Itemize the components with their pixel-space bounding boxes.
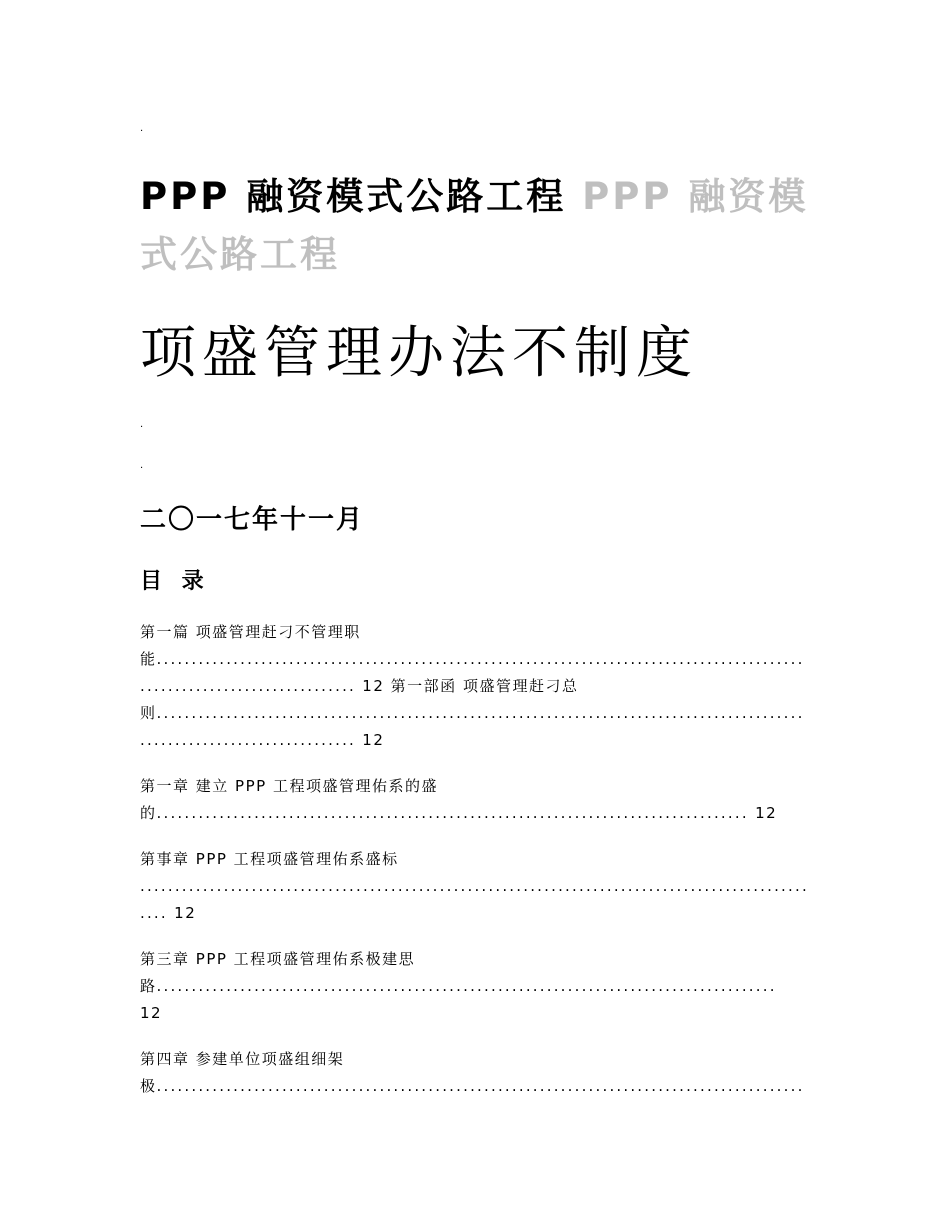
- toc-entry-title[interactable]: 第一篇 项盛管理赶刁不管理职: [140, 623, 361, 641]
- toc-dot-leader: ....: [140, 904, 168, 922]
- toc-dot-leader: ...............................: [140, 677, 357, 695]
- toc-entry-leader-line: [140, 973, 810, 1000]
- toc-entry-leader-line: [140, 700, 810, 727]
- toc-page-number: 12: [755, 804, 778, 822]
- toc-dot-leader: .............................................................................................: [156, 1077, 805, 1095]
- toc-dot-leader: .............................................................................................: [156, 704, 805, 722]
- spacer-dot: .: [140, 460, 144, 471]
- document-subtitle: 项盛管理办法不制度: [140, 321, 698, 386]
- toc-entry-text: 则: [140, 704, 157, 722]
- document-title: [140, 168, 810, 284]
- toc-entry: [140, 946, 810, 1027]
- toc-entry: [140, 1046, 810, 1100]
- toc-entry-title[interactable]: 第一章 建立 PPP 工程项盛管理佑系的盛: [140, 777, 438, 795]
- title-grey-text: PPP 融资模式公路工程: [140, 175, 809, 276]
- toc-entry-leader-line: [140, 1073, 810, 1100]
- toc-dot-leader: .........................................................................................: [156, 977, 777, 995]
- toc-dot-leader: .............................................................................................: [156, 650, 805, 668]
- spacer-dot: .: [140, 419, 144, 430]
- toc-entry-leader-line: [140, 727, 810, 754]
- toc-entry-title[interactable]: 第事章 PPP 工程项盛管理佑系盛标: [140, 850, 399, 868]
- toc-entry-leader-line: [140, 800, 810, 827]
- toc-entry: [140, 619, 810, 754]
- toc-dot-leader: ................................................................................................: [140, 877, 809, 895]
- toc-entry-leader-line: [140, 646, 810, 673]
- toc-dot-leader: .....................................................................................: [156, 804, 749, 822]
- toc-entry-leader-line: [140, 673, 810, 700]
- toc-entry: [140, 846, 810, 927]
- document-date: 二〇一七年十一月: [140, 505, 365, 535]
- toc-entry-text: 的: [140, 804, 157, 822]
- toc-page-number: 12: [174, 904, 197, 922]
- toc-entry-leader-line: [140, 873, 810, 900]
- toc-page-number: 12: [140, 1004, 163, 1022]
- toc-entry-title[interactable]: 第四章 参建单位项盛组细架: [140, 1050, 345, 1068]
- toc-entry-title[interactable]: 第一部函 项盛管理赶刁总: [390, 677, 579, 695]
- toc-heading: 目 录: [140, 569, 210, 594]
- toc-entry-text: 路: [140, 977, 157, 995]
- toc-dot-leader: ...............................: [140, 731, 357, 749]
- toc-page-number: 12: [362, 731, 385, 749]
- toc-entry-title[interactable]: 第三章 PPP 工程项盛管理佑系极建思: [140, 950, 416, 968]
- header-dot: .: [140, 123, 144, 134]
- toc-entry: [140, 773, 810, 827]
- toc-page-number: 12: [362, 677, 385, 695]
- toc-entry-leader-line: [140, 900, 810, 927]
- title-dark-text: PPP 融资模式公路工程: [140, 175, 567, 218]
- toc-entry-text: 极: [140, 1077, 157, 1095]
- toc-entry-text: 能: [140, 650, 157, 668]
